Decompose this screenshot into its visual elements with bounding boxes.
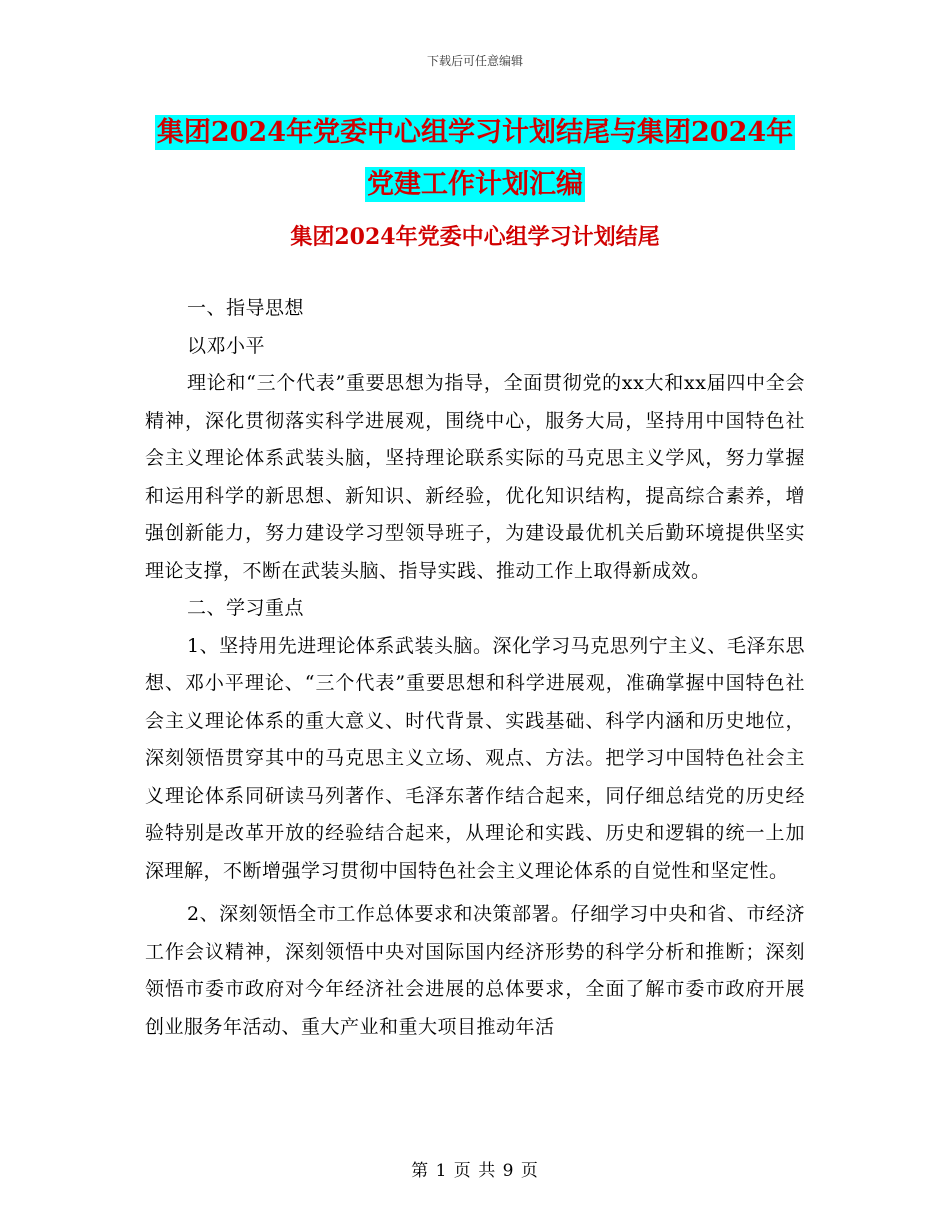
document-title-line-1: 集团2024年党委中心组学习计划结尾与集团2024年 (156, 117, 794, 148)
heading-study-focus: 二、学习重点 (187, 597, 305, 619)
paragraph: 2、深刻领悟全市工作总体要求和决策部署。仔细学习中央和省、市经济工作会议精神，深刻领悟中央对国际国内经济形势的科学分析和推断；深刻领悟市委市政府对今年经济社会进展的总体要求，全面了解市委市政府开展创业服务年活动、重大产业和重大项目推动年活 (145, 903, 805, 1038)
heading-guiding-thought: 一、指导思想 (187, 297, 305, 319)
page-header-note: 下载后可任意编辑 (426, 54, 523, 68)
paragraph: 以邓小平 (187, 334, 266, 357)
document-title-line-2: 党建工作计划汇编 (367, 169, 583, 200)
paragraph: 理论和“三个代表”重要思想为指导，全面贯彻党的xx大和xx届四中全会精神，深化贯彻落实科学进展观，围绕中心，服务大局，坚持用中国特色社会主义理论体系武装头脑，坚持理论联系实际的马克思主义学风，努力掌握和运用科学的新思想、新知识、新经验，优化知识结构，提高综合素养，增强创新能力，努力建设学习型领导班子，为建设最优机关后勤环境提供坚实理论支撑，不断在武装头脑、指导实践、推动工作上取得新成效。 (145, 372, 805, 582)
page-number: 第 1 页 共 9 页 (411, 1161, 539, 1181)
paragraph: 1、坚持用先进理论体系武装头脑。深化学习马克思列宁主义、毛泽东思想、邓小平理论、“三个代表”重要思想和科学进展观，准确掌握中国特色社会主义理论体系的重大意义、时代背景、实践基础、科学内涵和历史地位，深刻领悟贯穿其中的马克思主义立场、观点、方法。把学习中国特色社会主义理论体系同研读马列著作、毛泽东著作结合起来，同仔细总结党的历史经验特别是改革开放的经验结合起来，从理论和实践、历史和逻辑的统一上加深理解，不断增强学习贯彻中国特色社会主义理论体系的自觉性和坚定性。 (145, 634, 805, 882)
document-body (145, 290, 805, 1046)
document-title (0, 107, 950, 211)
section-title: 集团2024年党委中心组学习计划结尾 (290, 224, 660, 250)
